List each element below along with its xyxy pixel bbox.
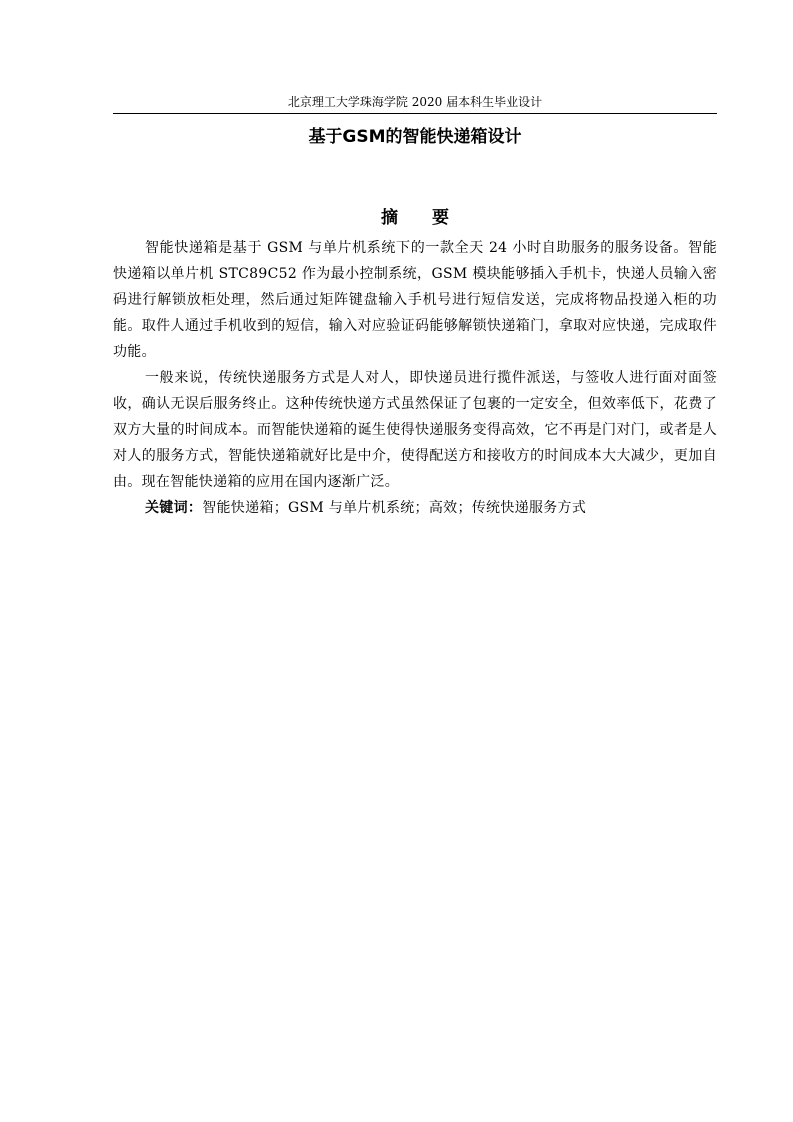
abstract-paragraph: 智能快递箱是基于 GSM 与单片机系统下的一款全天 24 小时自助服务的服务设备。智能快递箱以单片机 STC89C52 作为最小控制系统，GSM 模块能够插入手机卡，快递人员输入密码进行解锁放柜处理，然后通过矩阵键盘输入手机号进行短信发送，完成将物品投递入柜的功能。取件人通过手机收到的短信，输入对应验证码能够解锁快递箱门，拿取对应快递，完成取件功能。 [113, 240, 717, 360]
running-header: 北京理工大学珠海学院 2020 届本科生毕业设计 [287, 95, 543, 109]
abstract-heading: 摘 要 [381, 208, 463, 228]
keywords-label: 关键词： [145, 500, 203, 516]
keywords-text: 智能快递箱；GSM 与单片机系统；高效；传统快递服务方式 [202, 500, 587, 516]
keywords-line [113, 495, 717, 521]
header-divider [113, 113, 717, 114]
document-title: 基于GSM的智能快递箱设计 [308, 127, 522, 147]
abstract-body [113, 235, 717, 521]
abstract-paragraph: 一般来说，传统快递服务方式是人对人，即快递员进行揽件派送，与签收人进行面对面签收，确认无误后服务终止。这种传统快递方式虽然保证了包裹的一定安全，但效率低下，花费了双方大量的时间成本。而智能快递箱的诞生使得快递服务变得高效，它不再是门对门，或者是人对人的服务方式，智能快递箱就好比是中介，使得配送方和接收方的时间成本大大减少，更加自由。现在智能快递箱的应用在国内逐渐广泛。 [113, 370, 717, 490]
